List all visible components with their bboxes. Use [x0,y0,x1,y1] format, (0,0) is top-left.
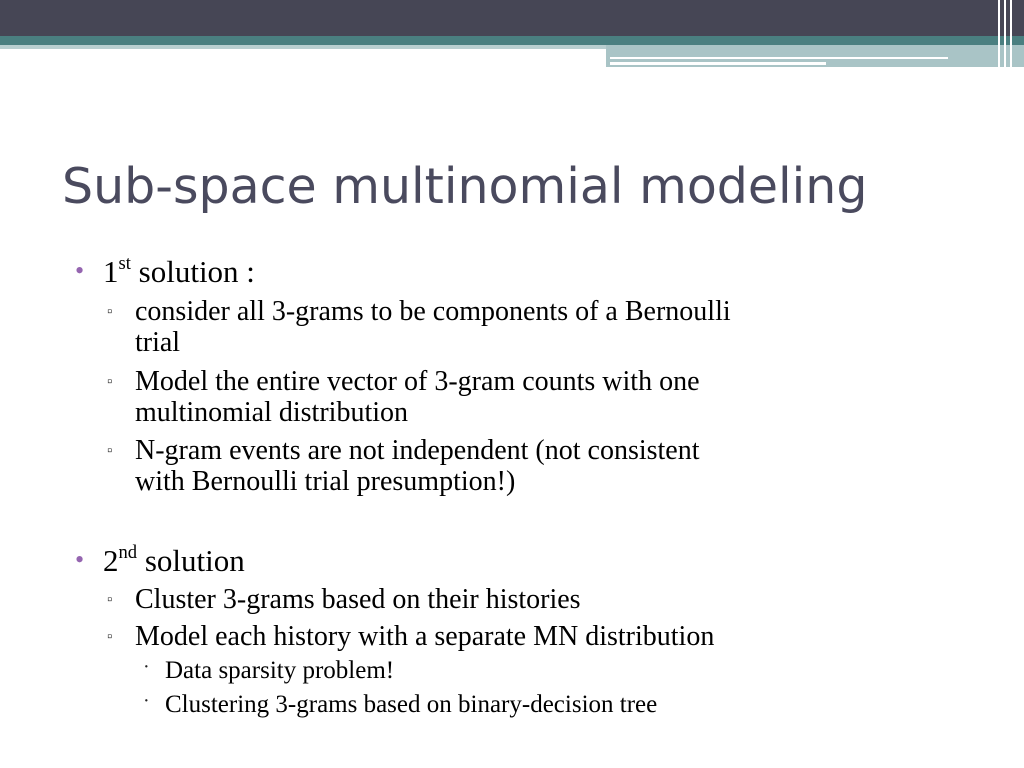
small-dot-bullet-icon: · [143,690,150,712]
sub-sub-bullet-2: · Clustering 3-grams based on binary-decision tree [143,690,658,718]
slide-title: Sub-space multinomial modeling [62,158,868,215]
small-dot-bullet-icon: · [143,656,150,678]
sub-bullet-1-3: ▫ N-gram events are not independent (not consistent with Bernoulli trial presumption!) [107,435,700,497]
ordinal-suffix: nd [118,541,138,563]
sub-bullet-2-2: ▫ Model each history with a separate MN distribution [107,621,715,652]
sub-bullet-2-1: ▫ Cluster 3-grams based on their histories [107,584,581,615]
square-bullet-icon: ▫ [107,304,113,320]
round-bullet-icon: • [75,256,85,285]
square-bullet-icon: ▫ [107,443,113,459]
bullet-point-1: • 1st solution : [75,252,255,289]
square-bullet-icon: ▫ [107,592,113,608]
square-bullet-icon: ▫ [107,629,113,645]
sub-sub-bullet-1: · Data sparsity problem! [143,656,395,684]
ordinal-suffix: st [118,252,131,274]
square-bullet-icon: ▫ [107,374,113,390]
round-bullet-icon: • [75,545,85,574]
bullet-point-2: • 2nd solution [75,541,245,578]
sub-bullet-1-1: ▫ consider all 3-grams to be components of a Bernoulli trial [107,296,731,358]
sub-bullet-1-2: ▫ Model the entire vector of 3-gram counts with one multinomial distribution [107,366,700,428]
